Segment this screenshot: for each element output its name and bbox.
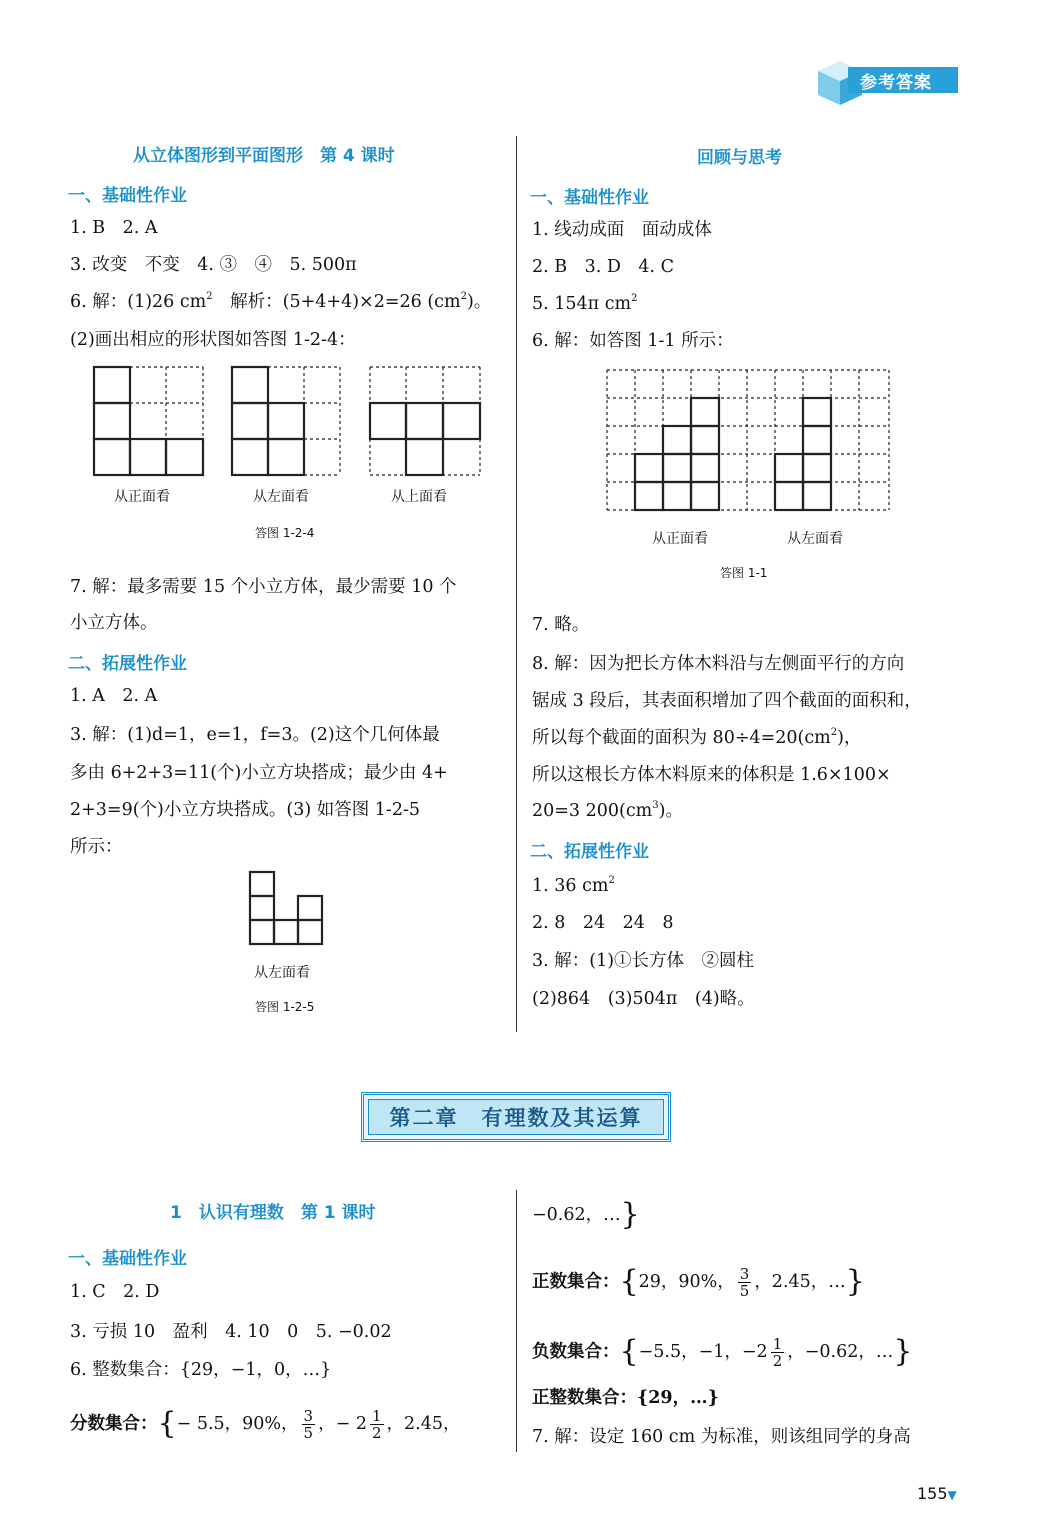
lesson-answer-line-2: 3. 亏损 10 盈利 4. 10 0 5. −0.02 xyxy=(70,1322,392,1342)
chapter-banner xyxy=(361,1092,671,1142)
column-divider-bottom xyxy=(516,1190,517,1452)
figure-1-1 xyxy=(605,368,893,514)
right-section-title: 回顾与思考 xyxy=(697,148,782,168)
column-divider-top xyxy=(516,136,517,1032)
fraction-one-half: $\frac{1}{2}$ xyxy=(371,1407,382,1442)
fig1-label-left: 从左面看 xyxy=(253,489,309,505)
left-answer-line-11: 2+3=9(个)小立方块搭成。(3) 如答图 1-2-5 xyxy=(70,800,421,820)
positive-set-line: 正数集合：{29，90%， $\frac{3}{5}$ ，2.45，…} xyxy=(532,1264,865,1300)
right-answer-line-8: 所以每个截面的面积为 $80\div 4=20(cm^2)$， xyxy=(532,727,862,748)
left-answer-line-2: 3. 改变 不变 4. ③ ④ 5. 500π xyxy=(70,255,357,275)
lesson-answer-line-7: 7. 解：设定 160 cm 为标准，则该组同学的身高 xyxy=(532,1427,911,1447)
chapter-banner-inner xyxy=(368,1099,664,1135)
lesson-basic-homework-heading: 一、基础性作业 xyxy=(68,1249,187,1269)
left-view-shape xyxy=(775,398,831,510)
fig2-caption: 答图 1-2-5 xyxy=(255,1000,315,1014)
fig3-caption: 答图 1-1 xyxy=(720,566,768,580)
set-continuation-line: −0.62，…} xyxy=(532,1197,640,1232)
right-answer-line-14: (2)864 (3)504π (4)略。 xyxy=(532,989,755,1009)
right-answer-line-7: 锯成 3 段后，其表面积增加了四个截面的面积和， xyxy=(532,691,922,711)
left-answer-line-7b: 小立方体。 xyxy=(70,613,158,633)
right-answer-line-12: 2. 8 24 24 8 xyxy=(532,913,674,933)
right-answer-line-13: 3. 解：(1)①长方体 ②圆柱 xyxy=(532,951,755,971)
top-view-grid xyxy=(370,367,480,475)
negative-set-line: 负数集合：{−5.5，−1，−2 $\frac{1}{2}$ ，−0.62，…} xyxy=(532,1334,913,1370)
front-view-shape xyxy=(635,398,719,510)
left-answer-line-10: 多由 6+2+3=11(个)小立方块搭成；最少由 4+ xyxy=(70,763,448,783)
figure-1-2-5 xyxy=(248,870,328,948)
page-number: 155▼ xyxy=(917,1484,957,1503)
left-answer-line-9: 3. 解：(1)d=1，e=1，f=3。(2)这个几何体最 xyxy=(70,725,440,745)
right-answer-line-9: 所以这根长方体木料原来的体积是 1.6×100× xyxy=(532,765,891,785)
lesson-answer-line-3: 6. 整数集合：{29，−1，0，…} xyxy=(70,1360,332,1380)
left-answer-line-12: 所示： xyxy=(70,837,123,857)
lesson-answer-line-4: 分数集合：{− 5.5，90%， $\frac{3}{5}$ ，− 2 $\frac{1}{2}$ ，2.45， xyxy=(70,1406,461,1442)
left-section-title: 从立体图形到平面图形 第 4 课时 xyxy=(133,146,395,166)
left-answer-line-3: 6. 解：(1)26 $cm^2$ 解析：(5+4+4)×2=26 $(cm^2)$。 xyxy=(70,291,492,312)
right-extended-homework-heading: 二、拓展性作业 xyxy=(530,842,649,862)
fraction-three-fifths: $\frac{3}{5}$ xyxy=(303,1407,314,1442)
left-answer-line-7a: 7. 解：最多需要 15 个小立方体，最少需要 10 个 xyxy=(70,577,457,597)
fig1-caption: 答图 1-2-4 xyxy=(255,526,315,540)
figure-1-2-4 xyxy=(90,365,490,480)
fig3-label-left: 从左面看 xyxy=(787,531,843,547)
left-basic-homework-heading: 一、基础性作业 xyxy=(68,186,187,206)
answer-badge-label: 参考答案 xyxy=(860,73,932,93)
right-answer-line-4: 6. 解：如答图 1-1 所示： xyxy=(532,331,734,351)
right-answer-line-6: 8. 解：因为把长方体木料沿与左侧面平行的方向 xyxy=(532,654,905,674)
lesson-title: 1 认识有理数 第 1 课时 xyxy=(170,1203,376,1223)
fig3-label-front: 从正面看 xyxy=(652,531,708,547)
right-answer-line-3: 5. 154π $cm^2$ xyxy=(532,293,638,314)
left-extended-homework-heading: 二、拓展性作业 xyxy=(68,654,187,674)
right-answer-line-10: 20=3 $200(cm^3)$。 xyxy=(532,800,683,821)
front-view-grid xyxy=(94,367,203,475)
fraction-three-fifths-2: $\frac{3}{5}$ xyxy=(739,1265,750,1300)
left-answer-line-8: 1. A 2. A xyxy=(70,686,158,706)
fraction-one-half-2: $\frac{1}{2}$ xyxy=(772,1335,783,1370)
right-basic-homework-heading: 一、基础性作业 xyxy=(530,188,649,208)
right-answer-line-2: 2. B 3. D 4. C xyxy=(532,257,675,277)
left-answer-line-4: (2)画出相应的形状图如答图 1-2-4： xyxy=(70,330,356,350)
chapter-title: 第二章 有理数及其运算 xyxy=(389,1105,643,1130)
right-answer-line-11: 1. 36 $cm^2$ xyxy=(532,875,615,896)
positive-integer-set-line: 正整数集合：{29，…} xyxy=(532,1388,719,1408)
fig1-label-top: 从上面看 xyxy=(391,489,447,505)
right-answer-line-1: 1. 线动成面 面动成体 xyxy=(532,220,712,240)
left-answer-line-1: 1. B 2. A xyxy=(70,218,158,238)
fig2-label-left: 从左面看 xyxy=(254,965,310,981)
lesson-answer-line-1: 1. C 2. D xyxy=(70,1282,160,1302)
left-view-grid xyxy=(232,367,340,475)
page-number-arrow-icon: ▼ xyxy=(947,1488,957,1502)
right-answer-line-5: 7. 略。 xyxy=(532,615,590,635)
fig1-label-front: 从正面看 xyxy=(114,489,170,505)
